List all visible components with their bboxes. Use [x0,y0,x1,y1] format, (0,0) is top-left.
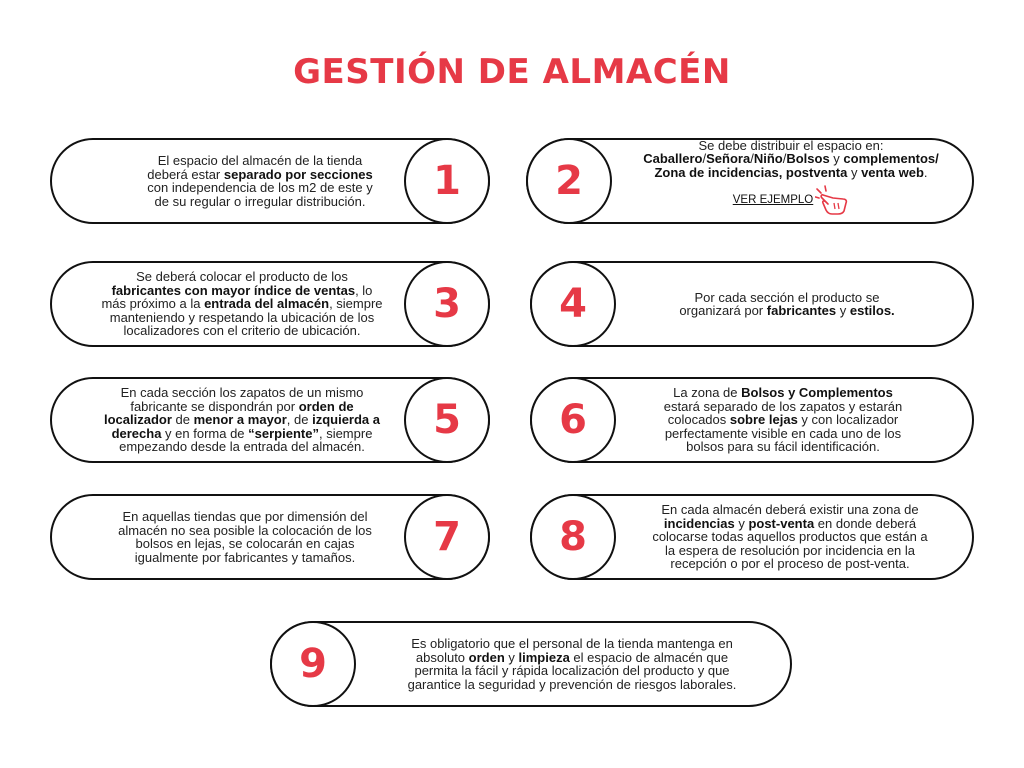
text-line: localizadores con el criterio de ubicación. [123,323,361,339]
step-text-2 [616,136,966,218]
pointing-hand-icon[interactable] [815,185,849,215]
text-line: derecha y en forma de “serpiente”, siempre [111,425,373,441]
step-card-4 [530,261,974,347]
text-line: la espera de resolución por incidencia en la [664,542,916,558]
text-line: Caballero/Señora/Niño/Bolsos y complementos/ [643,151,939,167]
text-line: permita la fácil y rápida localización del producto y que [414,663,730,678]
text-line: Por cada sección el producto se [694,289,880,305]
text-line: fabricante se dispondrán por orden de [130,398,354,414]
text-line: bolsos para su fácil identificación. [686,439,880,455]
text-line: Se debe distribuir el espacio en: [698,137,884,153]
text-line: de su regular o irregular distribución. [154,193,366,209]
step-text-7 [80,496,410,578]
text-line: igualmente por fabricantes y tamaños. [134,549,356,565]
text-line: colocarse todas aquellos productos que están a [652,529,928,545]
text-line: absoluto orden y limpieza el espacio de almacén que [415,649,729,665]
step-text-3 [74,263,410,345]
step-card-5 [50,377,490,463]
step-number-4: 4 [530,261,616,347]
text-line: recepción o por el proceso de post-venta. [670,556,910,572]
page-title: GESTIÓN DE ALMACÉN [293,52,731,92]
text-line: La zona de Bolsos y Complementos [673,385,893,401]
text-line: Es obligatorio que el personal de la tienda mantenga en [411,636,733,651]
step-card-7 [50,494,490,580]
text-line: organizará por fabricantes y estilos. [679,303,895,318]
ver-ejemplo-link[interactable]: VER EJEMPLO [732,193,814,206]
step-number-7: 7 [404,494,490,580]
step-number-2: 2 [526,138,612,224]
text-line: manteniendo y respetando la ubicación de los [109,309,375,325]
step-card-9 [270,621,792,707]
text-line: empezando desde la entrada del almacén. [119,439,365,455]
text-line: incidencias y post-venta en donde deberá [663,515,917,531]
step-number-5: 5 [404,377,490,463]
step-card-8 [530,494,974,580]
step-text-4 [622,263,952,345]
step-text-5 [74,379,410,461]
text-line: fabricantes con mayor índice de ventas, lo [111,282,373,298]
step-card-1 [50,138,490,224]
step-text-9 [368,623,776,705]
text-line: En cada sección los zapatos de un mismo [120,385,364,401]
text-line: Zona de incidencias, postventa y venta web. [654,164,928,180]
text-line: En aquellas tiendas que por dimensión del [122,509,368,524]
step-number-1: 1 [404,138,490,224]
step-text-8 [622,496,958,578]
step-number-3: 3 [404,261,490,347]
text-line: perfectamente visible en cada uno de los [664,425,902,441]
text-line: estará separado de los zapatos y estarán [663,398,903,414]
text-line: El espacio del almacén de la tienda [157,153,363,168]
step-text-1 [110,140,410,222]
text-line: con independencia de los m2 de este y [147,180,373,195]
step-text-6 [624,379,942,461]
step-number-6: 6 [530,377,616,463]
step-card-3 [50,261,490,347]
text-line: bolsos en lejas, se colocarán en cajas [135,536,355,551]
text-line: garantice la seguridad y prevención de riesgos laborales. [407,676,737,692]
step-number-9: 9 [270,621,356,707]
text-line: almacén no sea posible la colocación de los [118,522,372,538]
step-card-2 [526,138,974,224]
example-link-row [616,185,966,215]
text-line: colocados sobre lejas y con localizador [667,412,899,428]
text-line: En cada almacén deberá existir una zona de [661,502,919,518]
step-text-2-body [616,139,966,180]
text-line: Se deberá colocar el producto de los [136,269,348,285]
text-line: localizador de menor a mayor, de izquierda a [103,412,381,428]
step-number-8: 8 [530,494,616,580]
step-card-6 [530,377,974,463]
text-line: más próximo a la entrada del almacén, siempre [101,296,383,312]
text-line: deberá estar separado por secciones [147,166,373,182]
